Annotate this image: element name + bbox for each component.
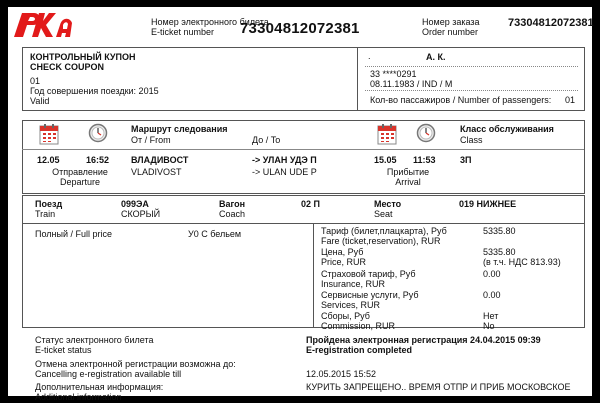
calendar-icon: [377, 123, 397, 145]
coach-label: Вагон Coach: [219, 199, 246, 219]
from-station-ru: ВЛАДИВОСТ: [131, 155, 189, 165]
services-value: 0.00: [483, 290, 501, 300]
price-label: Цена, Руб Price, RUR: [321, 247, 367, 267]
tariff-label: Тариф (билет,плацкарта), Руб Fare (ticket,reservation), RUR: [321, 226, 447, 246]
services-label: Сервисные услуги, Руб Services, RUR: [321, 290, 419, 310]
ticket-number-label: Номер электронного билета E-ticket number: [151, 17, 269, 37]
from-label: От / From: [131, 135, 171, 145]
cancel-value: 12.05.2015 15:52: [306, 369, 377, 379]
insurance-value: 0.00: [483, 269, 501, 279]
insurance-label: Страховой тариф, Руб Insurance, RUR: [321, 269, 416, 289]
departure-date: 12.05: [37, 155, 60, 165]
clock-icon: [416, 123, 436, 143]
seat-label: Место Seat: [374, 199, 402, 219]
calendar-icon: [39, 123, 59, 145]
status-value: Пройдена электронная регистрация 24.04.2015 09:39 E-registration completed: [306, 335, 541, 355]
fees-label: Сборы, Руб Commission, RUR: [321, 311, 396, 331]
class-label-en: Class: [460, 135, 483, 145]
passenger-document: 33 ****0291 08.11.1983 / IND / M: [370, 69, 453, 89]
clock-icon: [88, 123, 108, 143]
to-label: До / To: [252, 135, 281, 145]
departure-caption: Отправление Departure: [52, 167, 108, 187]
passenger-count: 01: [565, 95, 576, 105]
passenger-count-label: Кол-во пассажиров / Number of passengers:: [370, 95, 552, 105]
fees-value: Нет No: [483, 311, 499, 331]
train-number: 099ЭА СКОРЫЙ: [121, 199, 161, 219]
order-number-label: Номер заказа Order number: [422, 17, 480, 37]
cancel-label: Отмена электронной регистрации возможна до: Cancelling e-registration available till: [35, 359, 236, 379]
arrival-date: 15.05: [374, 155, 397, 165]
class-label: Класс обслуживания: [460, 124, 554, 134]
train-label: Поезд Train: [35, 199, 63, 219]
e-ticket-sheet: [8, 7, 594, 402]
to-station-en: -> ULAN UDE P: [252, 167, 317, 177]
coach-number: 02 П: [301, 199, 320, 209]
passenger-name: А. К.: [426, 52, 446, 62]
seat-value: 019 НИЖНЕЕ: [459, 199, 517, 209]
tariff-value: 5335.80: [483, 226, 516, 236]
check-coupon-title: КОНТРОЛЬНЫЙ КУПОН CHECK COUPON: [30, 52, 136, 72]
arrival-caption: Прибытие Arrival: [386, 167, 430, 187]
rzd-logo: [12, 11, 74, 39]
arrival-time: 11:53: [413, 155, 436, 165]
to-station-ru: -> УЛАН УДЭ П: [252, 155, 317, 165]
passenger-dot: .: [368, 51, 371, 61]
price-value: 5335.80 (в т.ч. НДС 813.93): [483, 247, 561, 267]
full-price-label: Полный / Full price: [35, 229, 113, 239]
coupon-validity: 01 Год совершения поездки: 2015 Valid: [30, 76, 159, 106]
from-station-en: VLADIVOST: [131, 167, 182, 177]
class-code: 3П: [460, 155, 472, 165]
info-label: Дополнительная информация: Additional information: [35, 382, 164, 402]
route-label: Маршрут следования: [131, 124, 228, 134]
departure-time: 16:52: [86, 155, 110, 165]
bedding-label: У0 С бельем: [188, 229, 242, 239]
info-value: КУРИТЬ ЗАПРЕЩЕНО.. ВРЕМЯ ОТПР И ПРИБ МОСКОВСКОЕ: [306, 382, 571, 392]
ticket-number: 73304812072381: [240, 20, 360, 37]
order-number: 73304812072381: [508, 17, 594, 29]
status-label: Статус электронного билета E-ticket status: [35, 335, 154, 355]
